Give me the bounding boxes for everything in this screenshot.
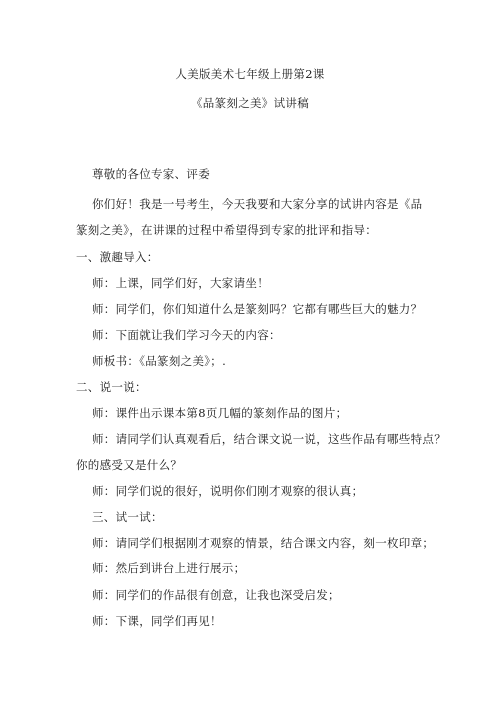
body-line: 师板书：《品篆刻之美》；. bbox=[92, 354, 227, 368]
document-title: 人美版美术七年级上册第2课 bbox=[175, 67, 325, 81]
document-subtitle: 《品篆刻之美》试讲稿 bbox=[191, 96, 309, 110]
body-line: 你的感受又是什么？ bbox=[76, 458, 183, 472]
body-line: 师：请同学们根据刚才观察的情景，结合课文内容，刻一枚印章； bbox=[92, 536, 435, 550]
body-line: 师：下课，同学们再见！ bbox=[92, 614, 222, 628]
section-heading: 三、试一试： bbox=[92, 510, 163, 524]
section-heading: 一、激趣导入： bbox=[76, 250, 159, 264]
body-line: 师：同学们，你们知道什么是篆刻吗？它都有哪些巨大的魅力？ bbox=[92, 302, 423, 316]
greeting-line: 尊敬的各位专家、评委 bbox=[92, 167, 210, 181]
body-line: 师：同学们的作品很有创意，让我也深受启发； bbox=[92, 588, 340, 602]
body-line: 师：然后到讲台上进行展示； bbox=[92, 561, 246, 575]
body-line: 篆刻之美》，在讲课的过程中希望得到专家的批评和指导： bbox=[76, 223, 378, 237]
body-line: 师：同学们说的很好，说明你们刚才观察的很认真； bbox=[92, 484, 364, 498]
body-line: 你们好！我是一号考生，今天我要和大家分享的试讲内容是《品 bbox=[92, 197, 423, 211]
body-line: 师：上课，同学们好，大家请坐！ bbox=[92, 276, 269, 290]
section-heading: 二、说一说： bbox=[76, 380, 147, 394]
body-line: 师：课件出示课本第8页几幅的篆刻作品的图片； bbox=[92, 406, 348, 420]
body-line: 师：请同学们认真观看后，结合课文说一说，这些作品有哪些特点？ bbox=[92, 432, 446, 446]
body-line: 师：下面就让我们学习今天的内容： bbox=[92, 328, 281, 342]
